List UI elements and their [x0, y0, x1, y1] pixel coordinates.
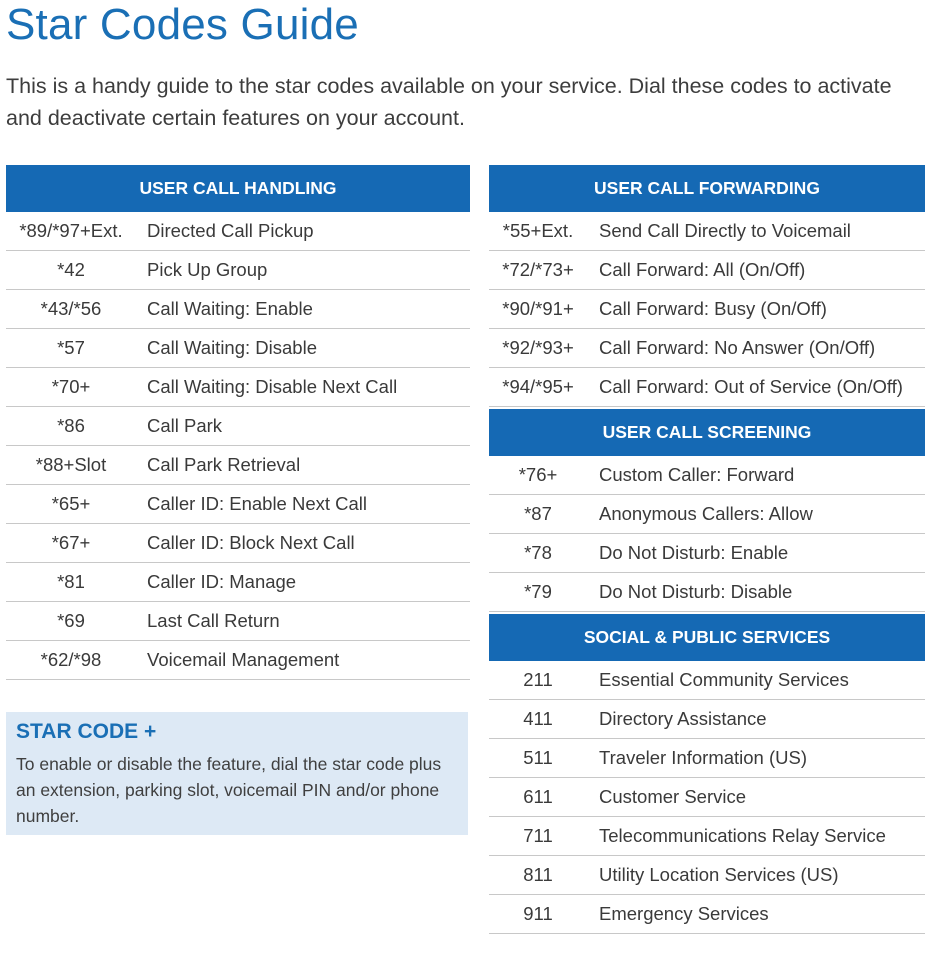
table-row [489, 778, 925, 817]
feature-description: Do Not Disturb: Enable [599, 542, 789, 563]
note-title: STAR CODE + [16, 720, 157, 743]
star-code: *76+ [518, 464, 558, 485]
star-code: *55+Ext. [502, 220, 574, 241]
feature-description: Anonymous Callers: Allow [599, 503, 813, 524]
star-code: 711 [523, 825, 553, 846]
table-row [489, 212, 925, 251]
star-code: *81 [57, 571, 85, 592]
feature-description: Call Forward: Out of Service (On/Off) [599, 376, 903, 397]
star-code: *62/*98 [40, 649, 102, 670]
feature-description: Emergency Services [599, 903, 769, 924]
feature-description: Call Waiting: Enable [147, 298, 313, 319]
table-row [489, 456, 925, 495]
feature-description: Telecommunications Relay Service [599, 825, 886, 846]
feature-description: Call Forward: Busy (On/Off) [599, 298, 827, 319]
feature-description: Utility Location Services (US) [599, 864, 839, 885]
feature-description: Traveler Information (US) [599, 747, 808, 768]
table-row [6, 641, 470, 680]
feature-description: Caller ID: Enable Next Call [147, 493, 368, 514]
star-code: *92/*93+ [502, 337, 574, 358]
table-row [6, 407, 470, 446]
table-row [6, 329, 470, 368]
table-row [489, 251, 925, 290]
star-code: 411 [523, 708, 553, 729]
star-code: *43/*56 [40, 298, 102, 319]
table-row [489, 700, 925, 739]
star-code: *86 [57, 415, 85, 436]
call-handling-list [6, 212, 470, 680]
table-row [489, 329, 925, 368]
star-code: *65+ [51, 493, 91, 514]
section-heading-call-forwarding: USER CALL FORWARDING [489, 165, 925, 212]
feature-description: Customer Service [599, 786, 747, 807]
public-services-list [489, 661, 925, 934]
call-screening-list [489, 456, 925, 612]
right-column [489, 165, 925, 934]
feature-description: Call Forward: No Answer (On/Off) [599, 337, 876, 358]
feature-description: Voicemail Management [147, 649, 340, 670]
star-code: *78 [524, 542, 552, 563]
feature-description: Essential Community Services [599, 669, 849, 690]
section-heading-call-screening: USER CALL SCREENING [489, 409, 925, 456]
feature-description: Caller ID: Manage [147, 571, 297, 592]
star-code-plus-note [6, 712, 468, 835]
table-row [489, 368, 925, 407]
star-code: 211 [523, 669, 553, 690]
star-code: *89/*97+Ext. [19, 220, 123, 241]
table-row [489, 661, 925, 700]
star-code: 611 [523, 786, 553, 807]
table-row [6, 212, 470, 251]
table-row [489, 895, 925, 934]
star-code: 911 [523, 903, 553, 924]
table-row [6, 563, 470, 602]
table-row [6, 368, 470, 407]
table-row [6, 602, 470, 641]
table-row [489, 534, 925, 573]
feature-description: Call Forward: All (On/Off) [599, 259, 806, 280]
note-body: To enable or disable the feature, dial the star code plus an extension, parking slot, voicemail PIN and/or phone number. [16, 754, 442, 826]
star-code: *42 [57, 259, 85, 280]
intro-text: This is a handy guide to the star codes available on your service. Dial these codes to activate and deactivate certain features on your account. [6, 74, 892, 130]
star-code: 511 [523, 747, 553, 768]
feature-description: Caller ID: Block Next Call [147, 532, 355, 553]
feature-description: Pick Up Group [147, 259, 268, 280]
table-row [489, 817, 925, 856]
section-heading-call-handling: USER CALL HANDLING [6, 165, 470, 212]
section-heading-public-services: SOCIAL & PUBLIC SERVICES [489, 614, 925, 661]
call-forwarding-list [489, 212, 925, 407]
feature-description: Last Call Return [147, 610, 280, 631]
star-code: *69 [57, 610, 85, 631]
table-row [6, 290, 470, 329]
feature-description: Call Waiting: Disable Next Call [147, 376, 398, 397]
star-code: *87 [524, 503, 552, 524]
table-row [489, 573, 925, 612]
feature-description: Do Not Disturb: Disable [599, 581, 793, 602]
feature-description: Call Waiting: Disable [147, 337, 317, 358]
table-row [6, 446, 470, 485]
table-row [489, 739, 925, 778]
star-code: *72/*73+ [502, 259, 574, 280]
feature-description: Directory Assistance [599, 708, 767, 729]
table-row [489, 290, 925, 329]
star-code: *67+ [51, 532, 91, 553]
table-row [489, 495, 925, 534]
star-code: *88+Slot [35, 454, 107, 475]
table-row [6, 524, 470, 563]
left-column [6, 165, 470, 680]
star-code: *57 [57, 337, 85, 358]
star-code: *90/*91+ [502, 298, 574, 319]
table-row [6, 485, 470, 524]
feature-description: Call Park [147, 415, 223, 436]
table-row [6, 251, 470, 290]
page-title: Star Codes Guide [6, 0, 359, 49]
feature-description: Send Call Directly to Voicemail [599, 220, 851, 241]
feature-description: Call Park Retrieval [147, 454, 301, 475]
star-code: 811 [523, 864, 553, 885]
feature-description: Custom Caller: Forward [599, 464, 795, 485]
star-code: *79 [524, 581, 552, 602]
table-row [489, 856, 925, 895]
star-code: *70+ [51, 376, 91, 397]
star-code: *94/*95+ [502, 376, 574, 397]
feature-description: Directed Call Pickup [147, 220, 314, 241]
